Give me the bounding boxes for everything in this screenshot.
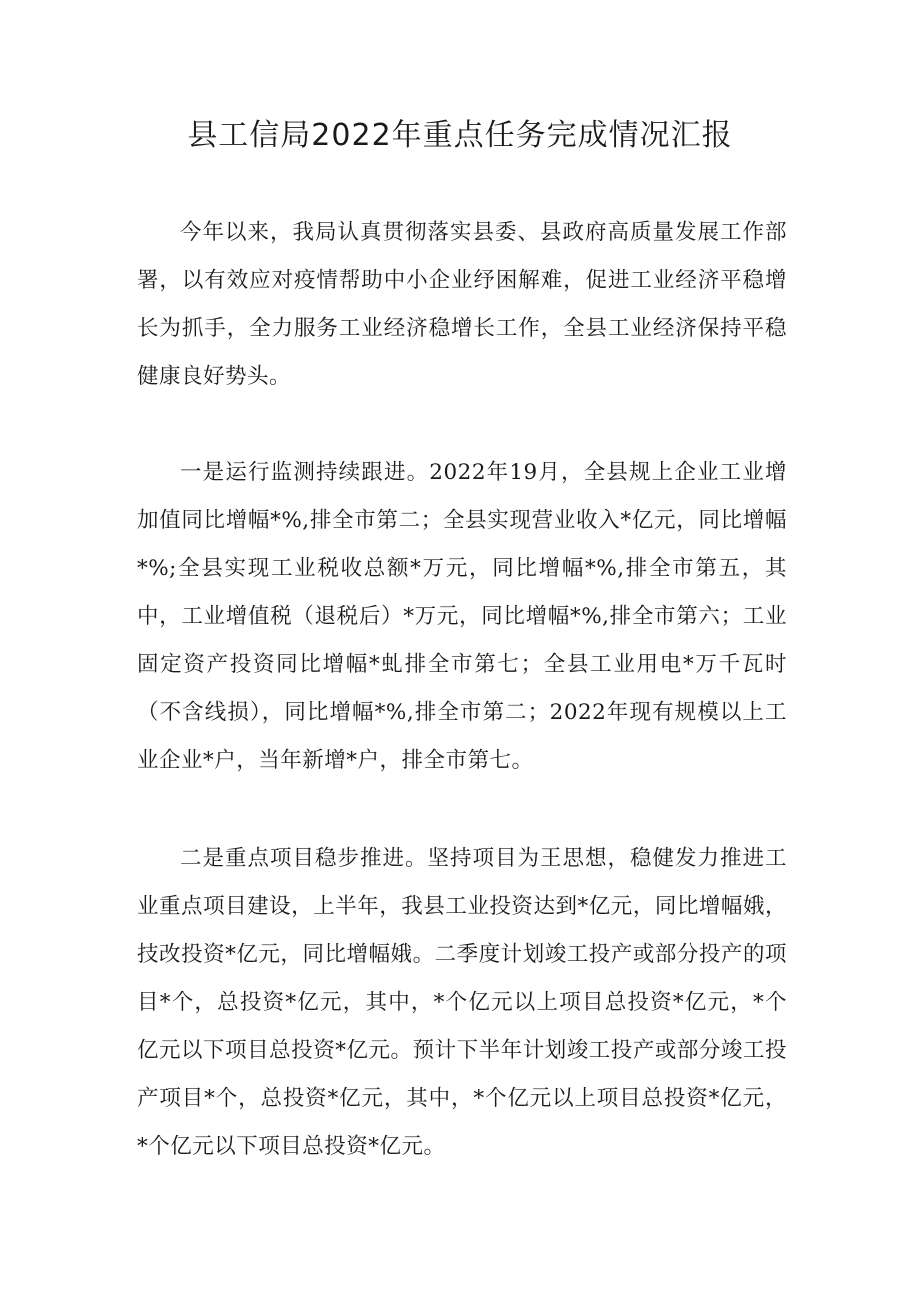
document-title: 县工信局2022年重点任务完成情况汇报 — [187, 118, 733, 153]
paragraph-monitoring: 一是运行监测持续跟进。2022年19月，全县规上企业工业增加值同比增幅*%,排全市第二；全县实现营业收入*亿元，同比增幅*%;全县实现工业税收总额*万元，同比增幅*%,排全市第五，其中，工业增值税（退税后）*万元，同比增幅*%,排全市第六；工业固定资产投资同比增幅*虬排全市第七；全县工业用电*万千瓦时（不含线损），同比增幅*%,排全市第二；2022年现有规模以上工业企业*户，当年新增*户，排全市第七。 — [137, 460, 787, 773]
paragraph-projects: 二是重点项目稳步推进。坚持项目为王思想，稳健发力推进工业重点项目建设，上半年，我县工业投资达到*亿元，同比增幅娥，技改投资*亿元，同比增幅娥。二季度计划竣工投产或部分投产的项目*个，总投资*亿元，其中，*个亿元以上项目总投资*亿元，*个亿元以下项目总投资*亿元。预计下半年计划竣工投产或部分竣工投产项目*个，总投资*亿元，其中，*个亿元以上项目总投资*亿元，*个亿元以下项目总投资*亿元。 — [137, 846, 787, 1159]
paragraph-intro: 今年以来，我局认真贯彻落实县委、县政府高质量发展工作部署，以有效应对疫情帮助中小企业纾困解难，促进工业经济平稳增长为抓手，全力服务工业经济稳增长工作，全县工业经济保持平稳健康良好势头。 — [137, 220, 787, 389]
